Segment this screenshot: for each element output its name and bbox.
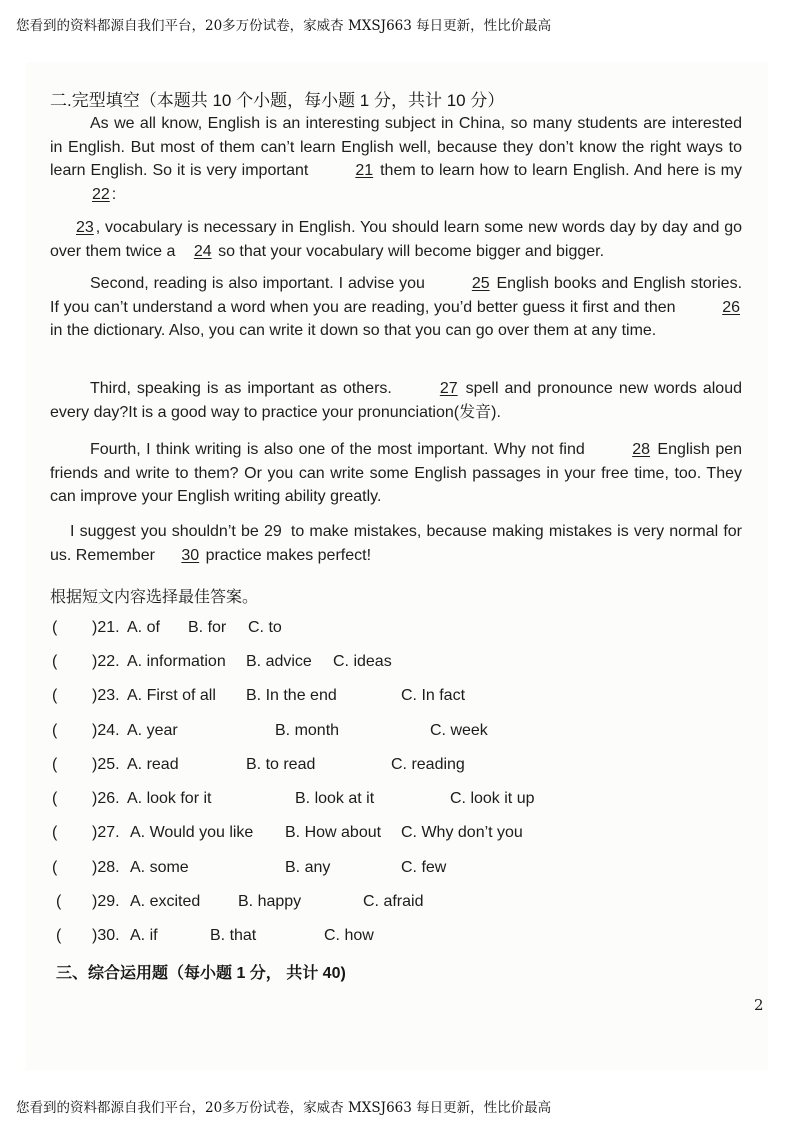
section-title: 二.完型填空（本题共 10 个小题，每小题 1 分，共计 10 分） xyxy=(50,91,505,110)
page-number: 2 xyxy=(754,996,764,1014)
answer-paren: ( xyxy=(56,927,62,944)
option-a: A. some xyxy=(130,859,189,876)
option-b: B. that xyxy=(210,927,257,944)
option-c: C. how xyxy=(324,927,374,944)
header-banner: 您看到的资料都源自我们平台，20多万份试卷，家威杏 MXSJ663 每日更新，性比价最高 xyxy=(16,18,552,34)
option-b: B. for xyxy=(188,619,227,636)
option-a: A. year xyxy=(127,722,178,739)
option-a: A. Would you like xyxy=(130,824,254,841)
passage-paragraph: Second, reading is also important. I advise you 25 English books and English stories. If you can’t understand a word when you are reading, you’d better guess it first and then 26 in the dictionary. Also, you can write it down so that you can go over them at any time. xyxy=(50,272,742,343)
option-b: B. advice xyxy=(246,653,312,670)
blank-26: 26 xyxy=(722,298,740,316)
blank-25: 25 xyxy=(471,275,490,292)
option-b: B. happy xyxy=(238,893,302,910)
option-a: A. excited xyxy=(130,893,201,910)
option-c: C. week xyxy=(430,722,488,739)
option-c: C. few xyxy=(401,859,447,876)
question-number: )22. xyxy=(92,653,120,670)
question-instruction: 根据短文内容选择最佳答案。 xyxy=(50,589,259,606)
option-b: B. any xyxy=(285,859,331,876)
answer-paren: ( xyxy=(52,756,58,773)
passage-paragraph: 23 , vocabulary is necessary in English. You should learn some new words day by day and go over them twice a 24 so that your vocabulary will become bigger and bigger. xyxy=(50,216,742,263)
option-a: A. of xyxy=(127,619,160,636)
answer-paren: ( xyxy=(52,619,58,636)
option-c: C. afraid xyxy=(363,893,424,910)
question-number: )27. xyxy=(92,824,120,841)
answer-paren: ( xyxy=(52,824,58,841)
option-c: C. In fact xyxy=(401,687,466,704)
blank-28: 28 xyxy=(632,441,650,458)
answer-paren: ( xyxy=(52,859,58,876)
passage-paragraph: As we all know, English is an interesting subject in China, so many students are interested in English. But most of them can’t learn English well, because they don’t know the right ways to learn English. So it is very important 21 them to learn how to learn English. And here is my 22 : xyxy=(50,112,742,206)
answer-paren: ( xyxy=(52,722,58,739)
option-a: A. look for it xyxy=(127,790,212,807)
option-c: C. to xyxy=(248,619,282,636)
option-b: B. How about xyxy=(285,824,382,841)
question-number: )29. xyxy=(92,893,120,910)
passage-paragraph: I suggest you shouldn’t be 29 to make mistakes, because making mistakes is very normal for us. Remember 30 practice makes perfect! xyxy=(50,520,742,567)
option-c: C. reading xyxy=(391,756,465,773)
answer-paren: ( xyxy=(52,790,58,807)
option-a: A. First of all xyxy=(127,687,216,704)
question-number: )30. xyxy=(92,927,120,944)
question-number: )28. xyxy=(92,859,120,876)
blank-27: 27 xyxy=(439,380,458,397)
answer-paren: ( xyxy=(52,653,58,670)
question-number: )26. xyxy=(92,790,120,807)
blank-23: 23 xyxy=(76,219,94,236)
blank-22: 22 xyxy=(92,185,110,203)
option-c: C. look it up xyxy=(450,790,535,807)
question-number: )23. xyxy=(92,687,120,704)
option-a: A. read xyxy=(127,756,179,773)
option-a: A. if xyxy=(130,927,158,944)
option-c: C. ideas xyxy=(333,653,392,670)
question-number: )21. xyxy=(92,619,120,636)
answer-paren: ( xyxy=(52,687,58,704)
option-b: B. month xyxy=(275,722,340,739)
question-number: )24. xyxy=(92,722,120,739)
blank-24: 24 xyxy=(193,242,212,260)
option-b: B. to read xyxy=(246,756,316,773)
option-b: B. look at it xyxy=(295,790,375,807)
passage-paragraph: Third, speaking is as important as others. 27 spell and pronounce new words aloud every day?It is a good way to practice your pronunciation(发音). xyxy=(50,377,742,424)
passage-paragraph: Fourth, I think writing is also one of the most important. Why not find 28 English pen friends and write to them? Or you can write some English passages in your free time, too. They can improve your English writing ability greatly. xyxy=(50,438,742,509)
option-c: C. Why don’t you xyxy=(401,824,523,841)
answer-paren: ( xyxy=(56,893,62,910)
blank-21: 21 xyxy=(355,162,374,180)
footer-banner: 您看到的资料都源自我们平台，20多万份试卷，家威杏 MXSJ663 每日更新，性比价最高 xyxy=(16,1100,552,1116)
question-number: )25. xyxy=(92,756,120,773)
blank-30: 30 xyxy=(181,546,200,564)
option-a: A. information xyxy=(127,653,226,670)
section-title: 三、综合运用题（每小题 1 分， 共计 40) xyxy=(56,965,346,982)
option-b: B. In the end xyxy=(246,687,337,704)
